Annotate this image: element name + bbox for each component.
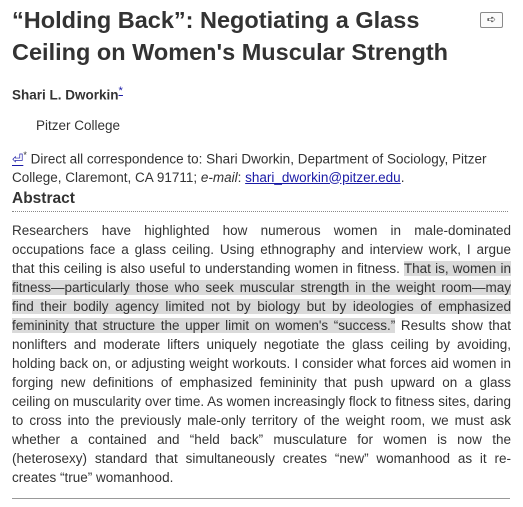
- correspondence-text: Direct all correspondence to: Shari Dworkin, Department of Sociology, Pitzer College, Claremont, CA 91711;: [12, 151, 487, 185]
- correspondence-note: [12, 146, 512, 187]
- author-footnote-link[interactable]: *: [118, 85, 123, 97]
- affiliation: Pitzer College: [36, 118, 121, 133]
- abstract-text-end: Results show that nonlifters and moderate lifters uniquely negotiate the glass ceiling by avoiding, holding back on, or adjusting weight workouts. I consider what forces aid women in forging new definitions of emphasized femininity that push upward on a glass ceiling on muscularity over time. As women increasingly flock to fitness sites, daring to cross into the previously male-only territory of the weight room, we must ask whether a contained and “held back” musculature for women is now the (heterosexy) standard that simultaneously creates “new” womanhood as it re-creates “true” womanhood.: [12, 318, 511, 485]
- email-separator: :: [237, 169, 246, 185]
- return-icon[interactable]: ⏎: [12, 151, 24, 167]
- author-name: Shari L. Dworkin: [12, 87, 119, 103]
- open-external-button[interactable]: [480, 12, 503, 28]
- email-label: e-mail: [200, 169, 238, 185]
- article-title: “Holding Back”: Negotiating a Glass Ceiling on Women's Muscular Strength: [12, 7, 449, 65]
- abstract-heading: Abstract: [12, 188, 508, 212]
- abstract-text-start: Researchers have highlighted how numerous women in male-dominated occupations face a glass ceiling. Using ethnography and interview work, I argue that this ceiling is also useful to understanding women in fitness.: [12, 223, 511, 276]
- footnote-mark: *: [23, 150, 27, 160]
- correspondence-end: .: [400, 169, 405, 185]
- author-line: [12, 82, 123, 105]
- section-divider: [12, 498, 510, 499]
- highlighted-selection[interactable]: That is, women in fitness—particularly those who seek muscular strength in the weight room—may find their bodily agency limited not by biology but by ideologies of emphasized femininity that structure the upper limit on women's “success.”: [12, 261, 511, 333]
- email-link[interactable]: shari_dworkin@pitzer.edu: [245, 169, 401, 185]
- abstract-text: [12, 221, 511, 487]
- external-link-icon: ➪: [486, 14, 497, 26]
